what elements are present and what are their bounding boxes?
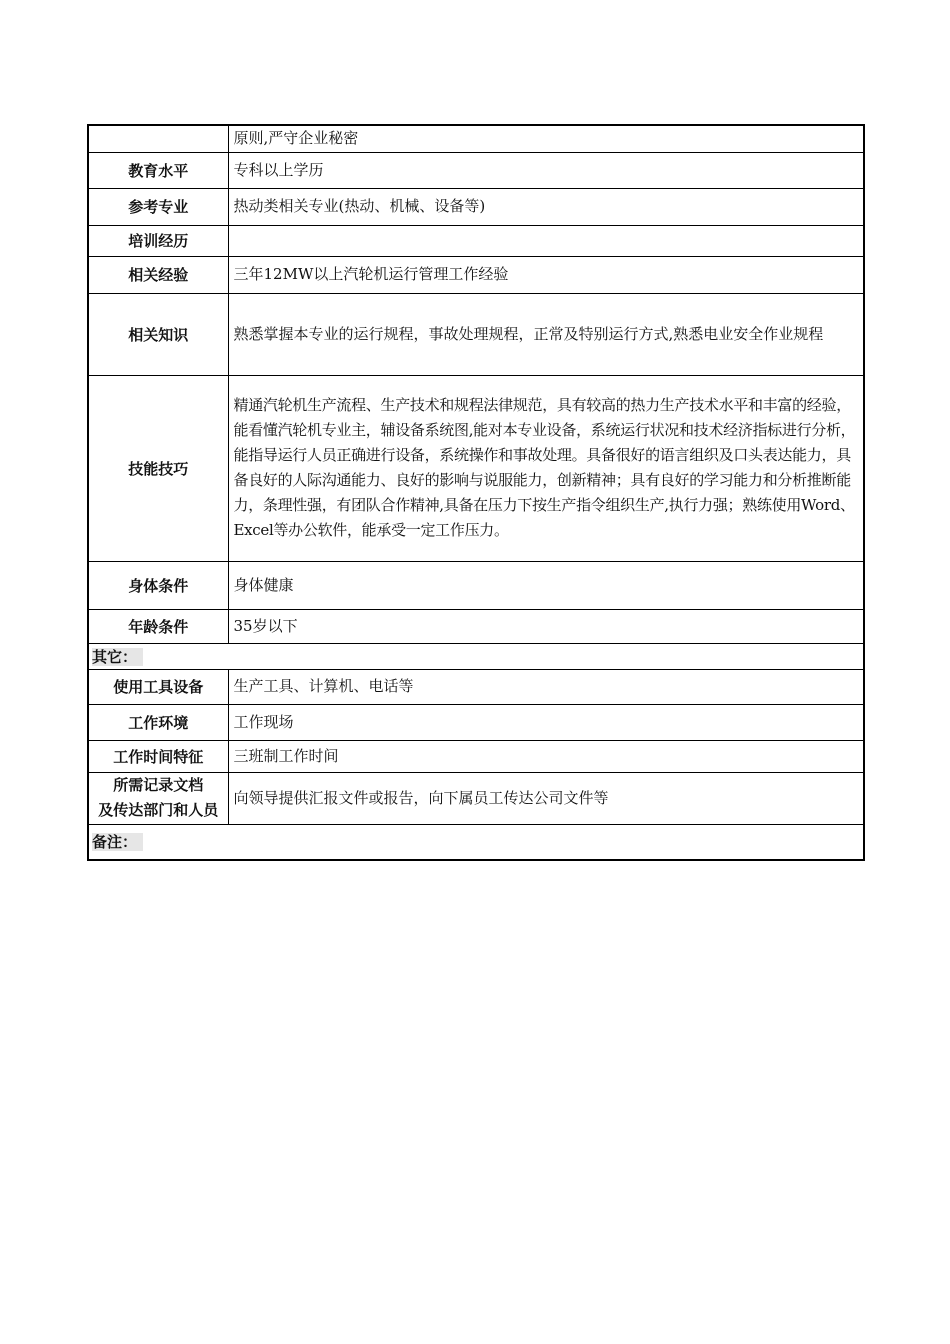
row-label-knowledge: 相关知识 [88,293,228,375]
row-label-records [88,772,228,824]
table-row [88,704,864,740]
table-row [88,256,864,293]
section-other-label: 其它： [92,648,143,666]
row-label-major: 参考专业 [88,188,228,225]
row-value-major: 热动类相关专业(热动、机械、设备等) [228,188,864,225]
job-requirements-table [87,124,865,861]
table-row [88,609,864,643]
row-label-health: 身体条件 [88,561,228,609]
row-value-education: 专科以上学历 [228,152,864,188]
table-row [88,669,864,704]
row-value: 原则,严守企业秘密 [228,125,864,152]
records-label-line1: 所需记录文档 [113,776,204,794]
table-row [88,772,864,824]
table-row [88,188,864,225]
row-label-education: 教育水平 [88,152,228,188]
row-value-records: 向领导提供汇报文件或报告，向下属员工传达公司文件等 [228,772,864,824]
section-title-remarks [88,824,864,860]
row-label-age: 年龄条件 [88,609,228,643]
table-row [88,225,864,256]
section-row [88,643,864,669]
table-row [88,293,864,375]
row-value-environment: 工作现场 [228,704,864,740]
table-row [88,740,864,772]
row-value-tools: 生产工具、计算机、电话等 [228,669,864,704]
row-label-environment: 工作环境 [88,704,228,740]
row-value-experience: 三年12MW以上汽轮机运行管理工作经验 [228,256,864,293]
row-value-skills: 精通汽轮机生产流程、生产技术和规程法律规范，具有较高的热力生产技术水平和丰富的经验，能看懂汽轮机专业主，辅设备系统图,能对本专业设备，系统运行状况和技术经济指标进行分析，能指导运行人员正确进行设备，系统操作和事故处理。具备很好的语言组织及口头表达能力，具备良好的人际沟通能力、良好的影响与说服能力，创新精神；具有良好的学习能力和分析推断能力，条理性强，有团队合作精神,具备在压力下按生产指令组织生产,执行力强；熟练使用Word、Excel等办公软件，能承受一定工作压力。 [228,375,864,561]
row-label-training: 培训经历 [88,225,228,256]
row-value-training [228,225,864,256]
row-label-work-time: 工作时间特征 [88,740,228,772]
table-row [88,152,864,188]
row-label [88,125,228,152]
table-row [88,561,864,609]
records-label-line2: 及传达部门和人员 [98,801,219,819]
row-value-knowledge: 熟悉掌握本专业的运行规程，事故处理规程，正常及特别运行方式,熟悉电业安全作业规程 [228,293,864,375]
row-value-work-time: 三班制工作时间 [228,740,864,772]
row-value-age: 35岁以下 [228,609,864,643]
table-row [88,375,864,561]
row-label-skills: 技能技巧 [88,375,228,561]
table-row [88,125,864,152]
row-label-experience: 相关经验 [88,256,228,293]
section-title-other [88,643,864,669]
row-value-health: 身体健康 [228,561,864,609]
row-label-tools: 使用工具设备 [88,669,228,704]
section-remarks-label: 备注： [92,833,143,851]
section-row [88,824,864,860]
